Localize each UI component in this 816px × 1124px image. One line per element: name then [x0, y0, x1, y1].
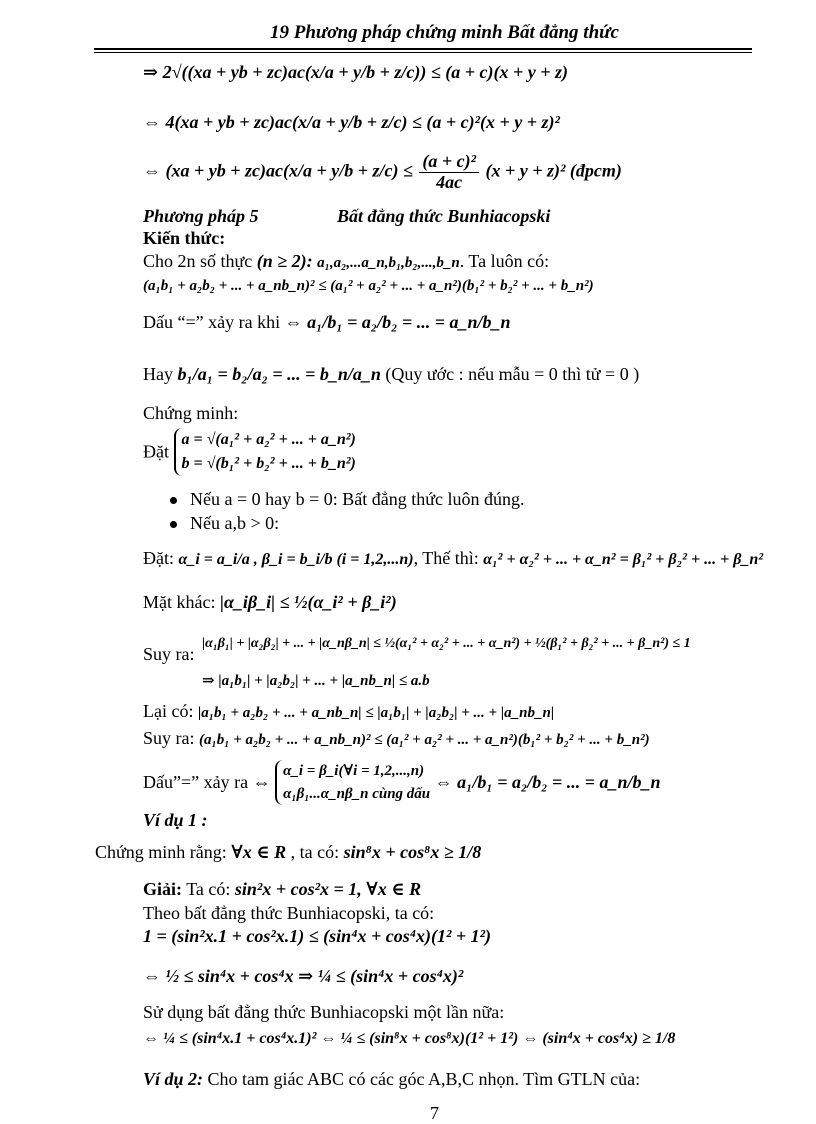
definition-system: Đặt a = √(a₁² + a₂² + ... + a_n²) b = √(b₁² + b₂² + ... + b_n²) — [143, 428, 356, 476]
example-1-statement: Chứng minh rằng: ∀x ∈ R , ta có: sin⁸x + cos⁸x ≥ 1/8 — [95, 842, 482, 862]
proof-heading: Chứng minh: — [143, 403, 239, 423]
equation-2: ⇔ 4(xa + yb + zc)ac(x/a + y/b + z/c) ≤ (a + c)²(x + y + z)² — [143, 112, 560, 132]
method-title: Bất đẳng thức Bunhiacopski — [337, 206, 551, 226]
bullet-case-1: Nếu a = 0 hay b = 0: Bất đẳng thức luôn đúng. — [190, 489, 525, 509]
solution-eq-2: ⇔ ½ ≤ sin⁴x + cos⁴x ⇒ ¼ ≤ (sin⁴x + cos⁴x)² — [143, 966, 464, 986]
example-2-line: Ví dụ 2: Cho tam giác ABC có các góc A,B,C nhọn. Tìm GTLN của: — [143, 1069, 641, 1089]
equation-3 — [143, 152, 622, 193]
solution-eq-3: ⇔ ¼ ≤ (sin⁴x.1 + cos⁴x.1)² ⇔ ¼ ≤ (sin⁸x + cos⁸x)(1² + 1²) ⇔ (sin⁴x + cos⁴x) ≥ 1/8 — [143, 1030, 676, 1047]
page-header: 19 Phương pháp chứng minh Bất đẳng thức — [270, 22, 619, 43]
knowledge-line-1: Cho 2n số thực (n ≥ 2): a₁,a₂,...a_n,b₁,b₂,...,b_n. Ta luôn có: — [143, 251, 550, 271]
lai-co-line: Lại có: |a₁b₁ + a₂b₂ + ... + a_nb_n| ≤ |a₁b₁| + |a₂b₂| + ... + |a_nb_n| — [143, 701, 555, 721]
abs-inequality: ⇒ |a₁b₁| + |a₂b₂| + ... + |a_nb_n| ≤ a.b — [202, 673, 430, 689]
method-label: Phương pháp 5 — [143, 206, 259, 226]
page-number: 7 — [430, 1103, 439, 1123]
substitution-line: Đặt: α_i = a_i/a , β_i = b_i/b (i = 1,2,...n), Thế thì: α₁² + α₂² + ... + α_n² = β₁² + β₂² + ... + β_n² — [143, 548, 764, 568]
solution-line: Giải: Ta có: sin²x + cos²x = 1, ∀x ∈ R — [143, 879, 422, 899]
equation-1: ⇒ 2√((xa + yb + zc)ac(x/a + y/b + z/c)) ≤ (a + c)(x + y + z) — [143, 62, 569, 82]
header-rule-thin — [94, 52, 752, 53]
other-hand-line: Mặt khác: |α_iβ_i| ≤ ½(α_i² + β_i²) — [143, 592, 397, 612]
equation-3-left: ⇔ (xa + yb + zc)ac(x/a + y/b + z/c) ≤ — [143, 160, 413, 181]
suy-ra-line-2: Suy ra: (a₁b₁ + a₂b₂ + ... + a_nb_n)² ≤ (a₁² + a₂² + ... + a_n²)(b₁² + b₂² + ... + b_n²) — [143, 728, 650, 748]
header-rule — [94, 48, 752, 50]
equation-3-right: (x + y + z)² (đpcm) — [485, 160, 622, 181]
bullet-case-2: Nếu a,b > 0: — [190, 513, 280, 533]
bunhiacopski-intro: Theo bất đẳng thức Bunhiacopski, ta có: — [143, 903, 435, 923]
suy-ra-label-1: Suy ra: — [143, 644, 195, 664]
equality-case-system: Dấu”=” xảy ra ⇔ α_i = β_i(∀i = 1,2,...,n) α₁β₁...α_nβ_n cùng dấu ⇔ a₁/b₁ = a₂/b₂ = ... = a_n/b_n — [143, 760, 661, 805]
bullet-dot — [170, 521, 177, 528]
bunhiacopski-again: Sử dụng bất đẳng thức Bunhiacopski một lần nữa: — [143, 1002, 505, 1022]
equality-condition: Dấu “=” xảy ra khi ⇔ a₁/b₁ = a₂/b₂ = ... = a_n/b_n — [143, 312, 511, 332]
solution-eq-1: 1 = (sin²x.1 + cos²x.1) ≤ (sin⁴x + cos⁴x)(1² + 1²) — [143, 926, 491, 946]
sum-inequality: |α₁β₁| + |α₂β₂| + ... + |α_nβ_n| ≤ ½(α₁² + α₂² + ... + α_n²) + ½(β₁² + β₂² + ... + β_n²) ≤ 1 — [202, 636, 691, 651]
cauchy-inequality: (a₁b₁ + a₂b₂ + ... + a_nb_n)² ≤ (a₁² + a₂² + ... + a_n²)(b₁² + b₂² + ... + b_n²) — [143, 278, 594, 294]
bullet-dot — [170, 497, 177, 504]
knowledge-heading: Kiến thức: — [143, 228, 226, 248]
example-1-heading: Ví dụ 1 : — [143, 810, 208, 830]
equation-3-fraction: $\frac{\text{(a + c)²}}{4ac}$ — [419, 152, 479, 193]
equality-alt: Hay b₁/a₁ = b₂/a₂ = ... = b_n/a_n (Quy ước : nếu mẫu = 0 thì tử = 0 ) — [143, 364, 640, 384]
